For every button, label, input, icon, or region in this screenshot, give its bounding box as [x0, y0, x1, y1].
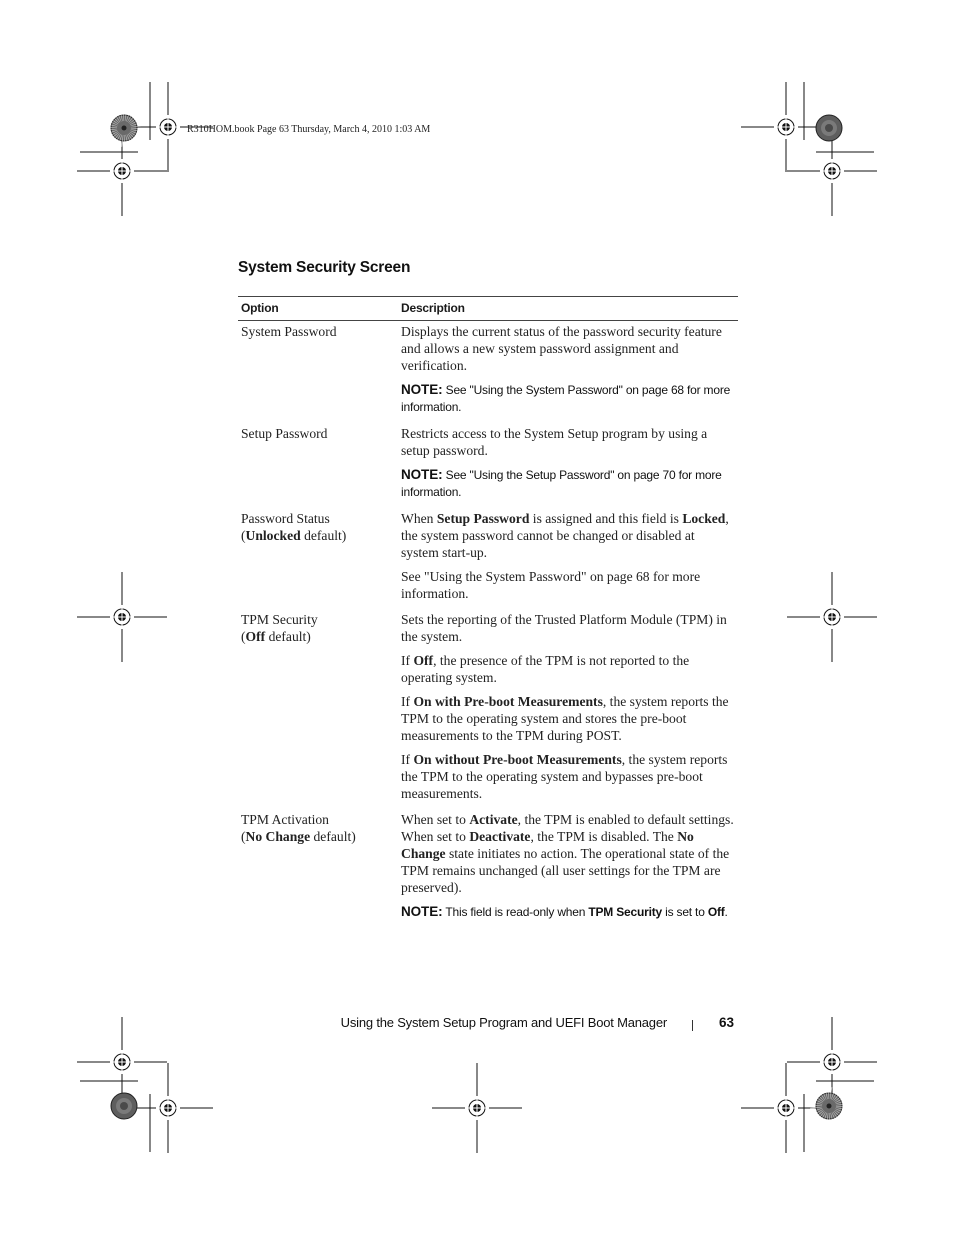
text-run: is assigned and this field is: [529, 511, 683, 526]
bold-term: No Change: [245, 829, 311, 844]
text-run: This field is read-only when: [442, 905, 589, 919]
text-run: If: [401, 694, 414, 709]
text-run: TPM Security: [241, 612, 318, 627]
text-run: , the system reports the TPM to the operating system and stores the pre-boot measurements to the TPM during POST.: [401, 694, 729, 743]
text-run: , the system reports the TPM to the operating system and bypasses pre-boot measurements.: [401, 752, 728, 801]
text-run: If: [401, 752, 414, 767]
note-paragraph: [401, 381, 735, 416]
bold-term: Off: [413, 653, 434, 668]
option-cell: [238, 321, 398, 417]
book-page-info: R310HOM.book Page 63 Thursday, March 4, 2010 1:03 AM: [187, 124, 431, 135]
text-run: , the TPM is disabled. The: [530, 829, 678, 844]
text-run: is set to: [661, 905, 708, 919]
table-row: [238, 501, 738, 602]
bold-term: Locked: [682, 511, 726, 526]
description-paragraph: [401, 652, 735, 686]
description-paragraph: [401, 323, 735, 374]
text-run: .: [724, 905, 728, 919]
note-label: NOTE:: [401, 467, 443, 482]
text-run: If: [401, 653, 414, 668]
page-number: 63: [719, 1015, 735, 1030]
table-row: [238, 321, 738, 417]
description-paragraph: [401, 811, 735, 896]
bold-term: Unlocked: [245, 528, 301, 543]
text-run: Password Status: [241, 511, 330, 526]
options-table: [238, 296, 738, 921]
bold-term: Setup Password: [436, 511, 530, 526]
text-run: state initiates no action. The operational state of the TPM remains unchanged (all user settings for the TPM are preserved).: [401, 846, 730, 895]
note-paragraph: [401, 903, 735, 921]
description-cell: [398, 602, 738, 802]
text-run: default): [300, 528, 347, 543]
note-paragraph: [401, 466, 735, 501]
text-run: Sets the reporting of the Trusted Platform Module (TPM) in the system.: [401, 612, 727, 644]
text-run: (: [241, 629, 246, 644]
table-header-row: [238, 297, 738, 321]
option-cell: [238, 602, 398, 802]
text-run: See "Using the System Password" on page 68 for more information.: [401, 569, 701, 601]
bold-term: On without Pre-boot Measurements: [413, 752, 622, 767]
description-paragraph: [401, 425, 735, 459]
description-cell: [398, 501, 738, 602]
text-run: , the presence of the TPM is not reported to the operating system.: [401, 653, 690, 685]
bold-term: Off: [245, 629, 266, 644]
description-paragraph: [401, 611, 735, 645]
description-cell: [398, 321, 738, 417]
section-title: System Security Screen: [238, 259, 411, 276]
column-header-option: Option: [238, 297, 398, 321]
table-body: [238, 321, 738, 922]
bold-term: TPM Security: [588, 905, 662, 919]
table-row: [238, 802, 738, 921]
table-row: [238, 416, 738, 501]
option-cell: [238, 802, 398, 921]
text-run: Restricts access to the System Setup program by using a setup password.: [401, 426, 708, 458]
bold-term: No Change: [401, 829, 694, 861]
text-run: Displays the current status of the password security feature and allows a new system password assignment and verification.: [401, 324, 722, 373]
option-cell: [238, 416, 398, 501]
text-run: Setup Password: [241, 426, 328, 441]
footer-chapter-title: Using the System Setup Program and UEFI Boot Manager: [340, 1015, 667, 1030]
bold-term: Activate: [469, 812, 518, 827]
description-cell: [398, 802, 738, 921]
option-cell: [238, 501, 398, 602]
footer-separator: [692, 1020, 693, 1031]
bold-term: Deactivate: [469, 829, 531, 844]
text-run: (: [241, 528, 246, 543]
description-paragraph: [401, 568, 735, 602]
description-paragraph: [401, 693, 735, 744]
text-run: , the TPM is enabled to default settings. When set to: [401, 812, 734, 844]
text-run: When: [401, 511, 437, 526]
text-run: default): [265, 629, 311, 644]
text-run: default): [310, 829, 356, 844]
text-run: When set to: [401, 812, 470, 827]
description-paragraph: [401, 510, 735, 561]
bold-term: Off: [707, 905, 725, 919]
column-header-description: Description: [398, 297, 738, 321]
note-label: NOTE:: [401, 382, 443, 397]
text-run: System Password: [241, 324, 337, 339]
text-run: See "Using the System Password" on page 68 for more information.: [401, 383, 731, 414]
text-run: (: [241, 829, 246, 844]
table-row: [238, 602, 738, 802]
text-run: , the system password cannot be changed or disabled at system start-up.: [401, 511, 729, 560]
text-run: TPM Activation: [241, 812, 329, 827]
description-paragraph: [401, 751, 735, 802]
bold-term: On with Pre-boot Measurements: [413, 694, 603, 709]
description-cell: [398, 416, 738, 501]
text-run: See "Using the Setup Password" on page 70 for more information.: [401, 468, 722, 499]
note-label: NOTE:: [401, 904, 443, 919]
